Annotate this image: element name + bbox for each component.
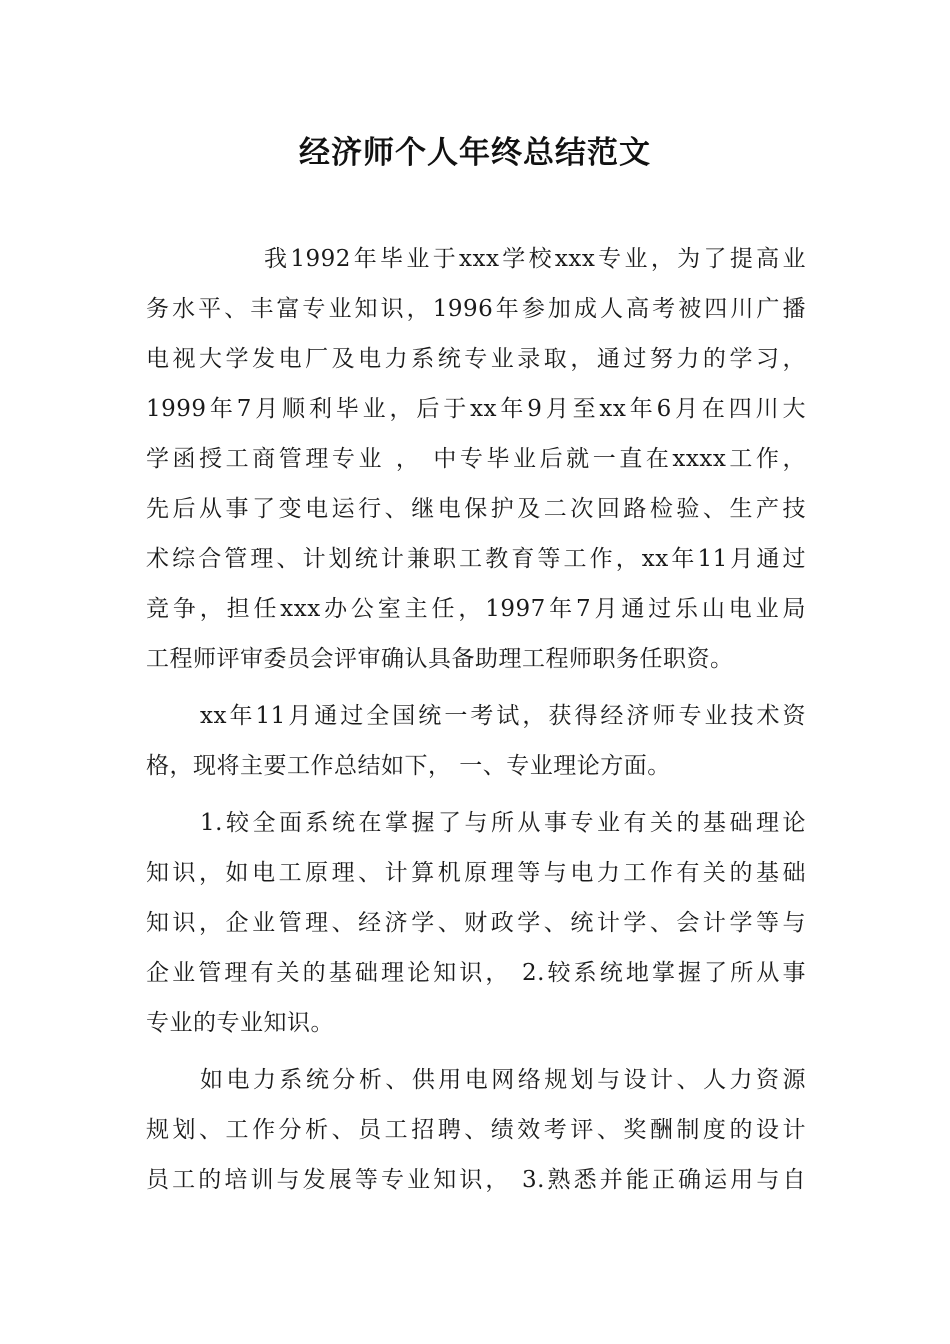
text-line: 工程师评审委员会评审确认具备助理工程师职务任职资。 bbox=[146, 646, 734, 672]
text-line: 员工的培训与发展等专业知识， 3.熟悉并能正确运用与自 bbox=[146, 1167, 806, 1193]
text-line: 知识，企业管理、经济学、财政学、统计学、会计学等与 bbox=[146, 910, 806, 936]
text-line: 知识，如电工原理、计算机原理等与电力工作有关的基础 bbox=[146, 860, 806, 886]
text-line: 如电力系统分析、供用电网络规划与设计、人力资源 bbox=[200, 1067, 806, 1093]
paragraph-3 bbox=[146, 798, 806, 1048]
paragraph-4 bbox=[146, 1055, 806, 1205]
text-line: 竞争，担任xxx办公室主任，1997年7月通过乐山电业局 bbox=[146, 596, 806, 622]
text-line: 企业管理有关的基础理论知识， 2.较系统地掌握了所从事 bbox=[146, 960, 806, 986]
text-line: 先后从事了变电运行、继电保护及二次回路检验、生产技 bbox=[146, 496, 806, 522]
text-line: 术综合管理、计划统计兼职工教育等工作，xx年11月通过 bbox=[146, 546, 806, 572]
text-line: 1.较全面系统在掌握了与所从事专业有关的基础理论 bbox=[200, 810, 806, 836]
text-line: 我1992年毕业于xxx学校xxx专业，为了提高业 bbox=[264, 246, 806, 272]
text-line: 1999年7月顺利毕业，后于xx年9月至xx年6月在四川大 bbox=[146, 396, 806, 422]
document-title: 经济师个人年终总结范文 bbox=[299, 135, 651, 171]
paragraph-2 bbox=[146, 691, 806, 791]
text-line: xx年11月通过全国统一考试，获得经济师专业技术资 bbox=[200, 703, 806, 729]
paragraph-1 bbox=[146, 234, 806, 684]
document-body bbox=[146, 234, 806, 1205]
text-line: 格，现将主要工作总结如下， 一、专业理论方面。 bbox=[146, 753, 671, 779]
text-line: 电视大学发电厂及电力系统专业录取，通过努力的学习， bbox=[146, 346, 806, 372]
text-line: 学函授工商管理专业 ， 中专毕业后就一直在xxxx工作， bbox=[146, 446, 806, 472]
text-line: 专业的专业知识。 bbox=[146, 1010, 334, 1036]
text-line: 规划、工作分析、员工招聘、绩效考评、奖酬制度的设计 bbox=[146, 1117, 806, 1143]
text-line: 务水平、丰富专业知识，1996年参加成人高考被四川广播 bbox=[146, 296, 806, 322]
